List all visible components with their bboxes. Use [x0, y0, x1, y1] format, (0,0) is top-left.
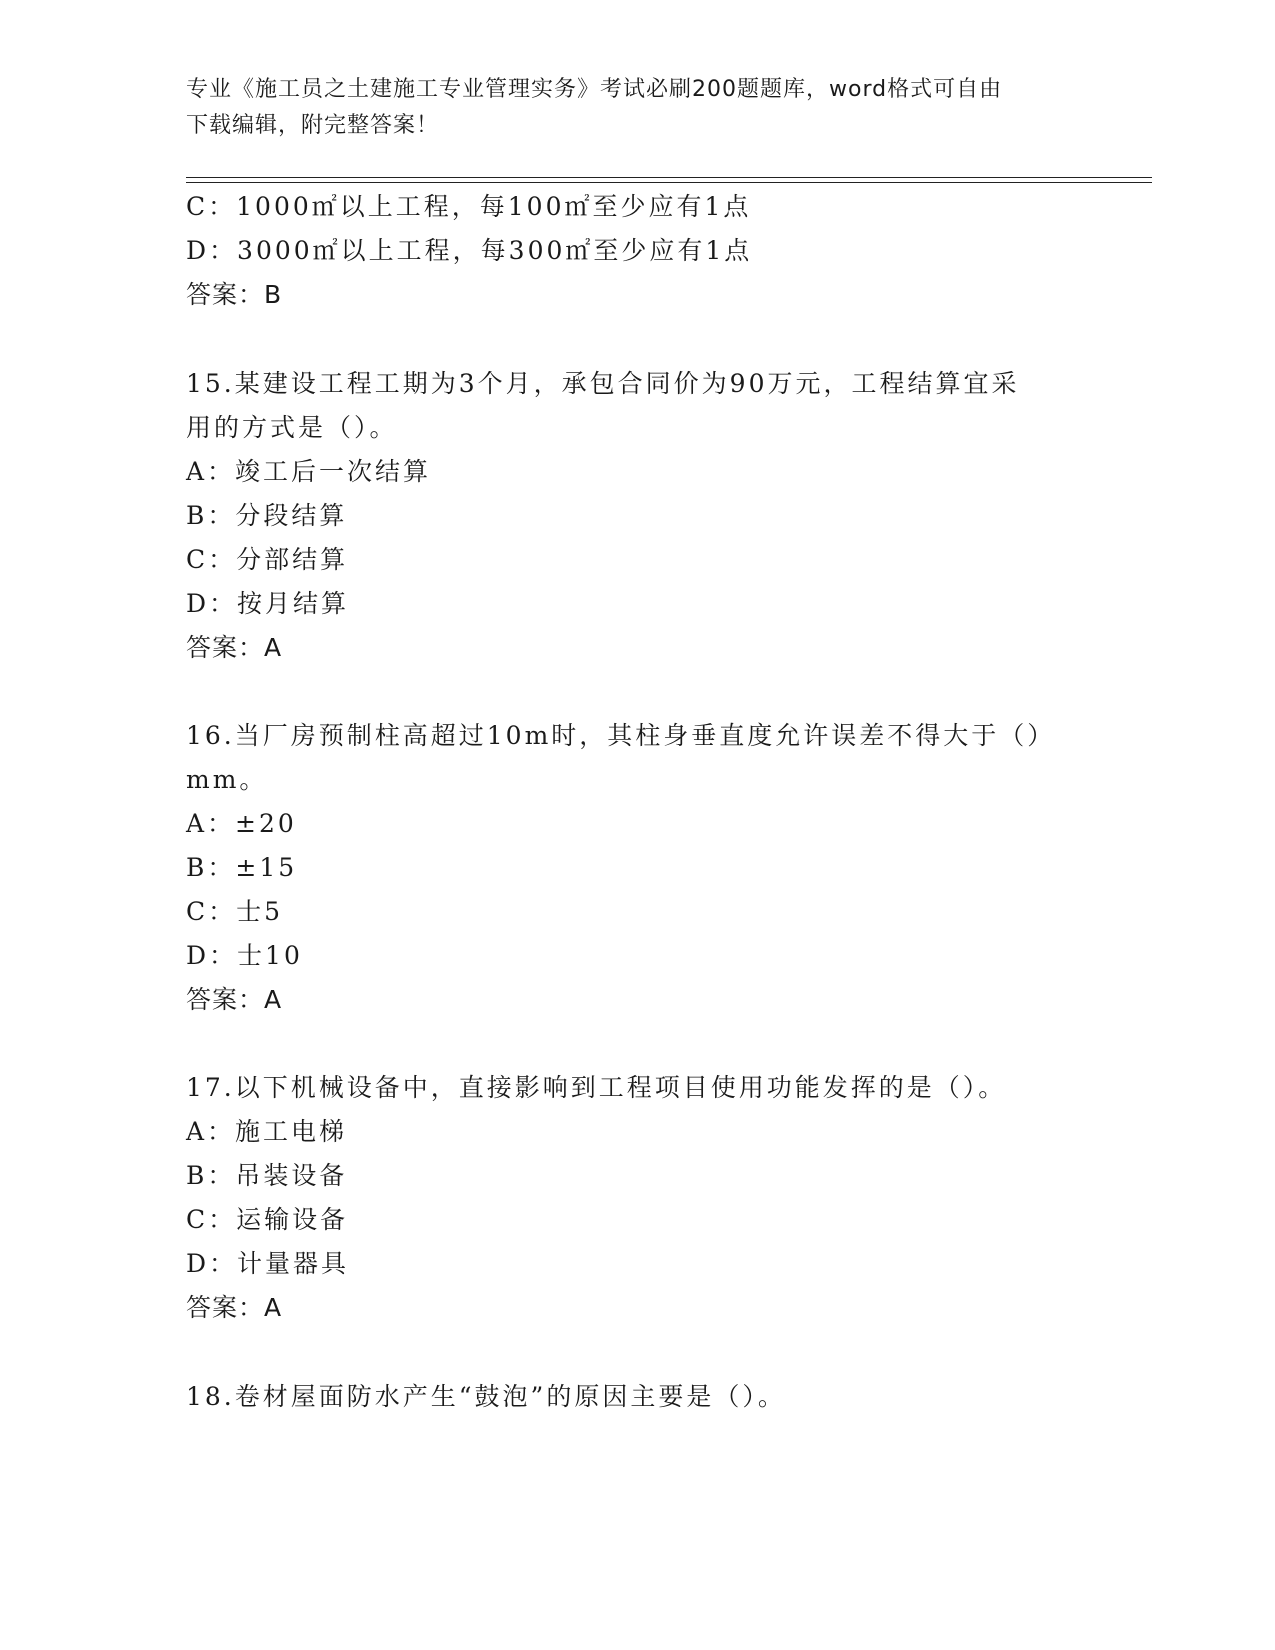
- header-divider-top: [186, 177, 1152, 178]
- question-16-option-d: D：士10: [186, 941, 303, 970]
- question-16-answer: 答案：A: [186, 985, 283, 1014]
- document-header: [186, 72, 1086, 144]
- question-16-stem-line-2: mm。: [186, 765, 268, 794]
- question-16-option-b: B：±15: [186, 853, 298, 882]
- answer-label: 答案：B: [186, 280, 283, 309]
- question-15-option-c: C：分部结算: [186, 545, 349, 574]
- question-17-answer: 答案：A: [186, 1293, 283, 1322]
- question-17-option-c: C：运输设备: [186, 1205, 349, 1234]
- question-17-option-d: D：计量器具: [186, 1249, 350, 1278]
- question-15-stem-line-2: 用的方式是（）。: [186, 413, 398, 442]
- header-line-1: 专业《施工员之土建施工专业管理实务》考试必刷200题题库，word格式可自由: [186, 77, 1003, 102]
- header-line-2: 下载编辑，附完整答案！: [186, 113, 440, 138]
- option-c: C：1000㎡以上工程，每100㎡至少应有1点: [186, 192, 752, 221]
- header-divider-bottom: [186, 182, 1152, 183]
- question-15-option-d: D：按月结算: [186, 589, 350, 618]
- option-d: D：3000㎡以上工程，每300㎡至少应有1点: [186, 236, 753, 265]
- question-17-stem-line-1: 17.以下机械设备中，直接影响到工程项目使用功能发挥的是（）。: [186, 1073, 1007, 1102]
- question-17-option-a: A：施工电梯: [186, 1117, 348, 1146]
- question-16-option-c: C：士5: [186, 897, 284, 926]
- question-15-option-b: B：分段结算: [186, 501, 348, 530]
- question-15-option-a: A：竣工后一次结算: [186, 457, 432, 486]
- question-15-answer: 答案：A: [186, 633, 283, 662]
- question-18-stem-line-1: 18.卷材屋面防水产生“鼓泡”的原因主要是（）。: [186, 1382, 786, 1411]
- question-17-option-b: B：吊装设备: [186, 1161, 348, 1190]
- question-15-stem-line-1: 15.某建设工程工期为3个月，承包合同价为90万元，工程结算宜采: [186, 369, 1020, 398]
- question-16-stem-line-1: 16.当厂房预制柱高超过10m时，其柱身垂直度允许误差不得大于（）: [186, 721, 1056, 750]
- question-16-option-a: A：±20: [186, 809, 297, 838]
